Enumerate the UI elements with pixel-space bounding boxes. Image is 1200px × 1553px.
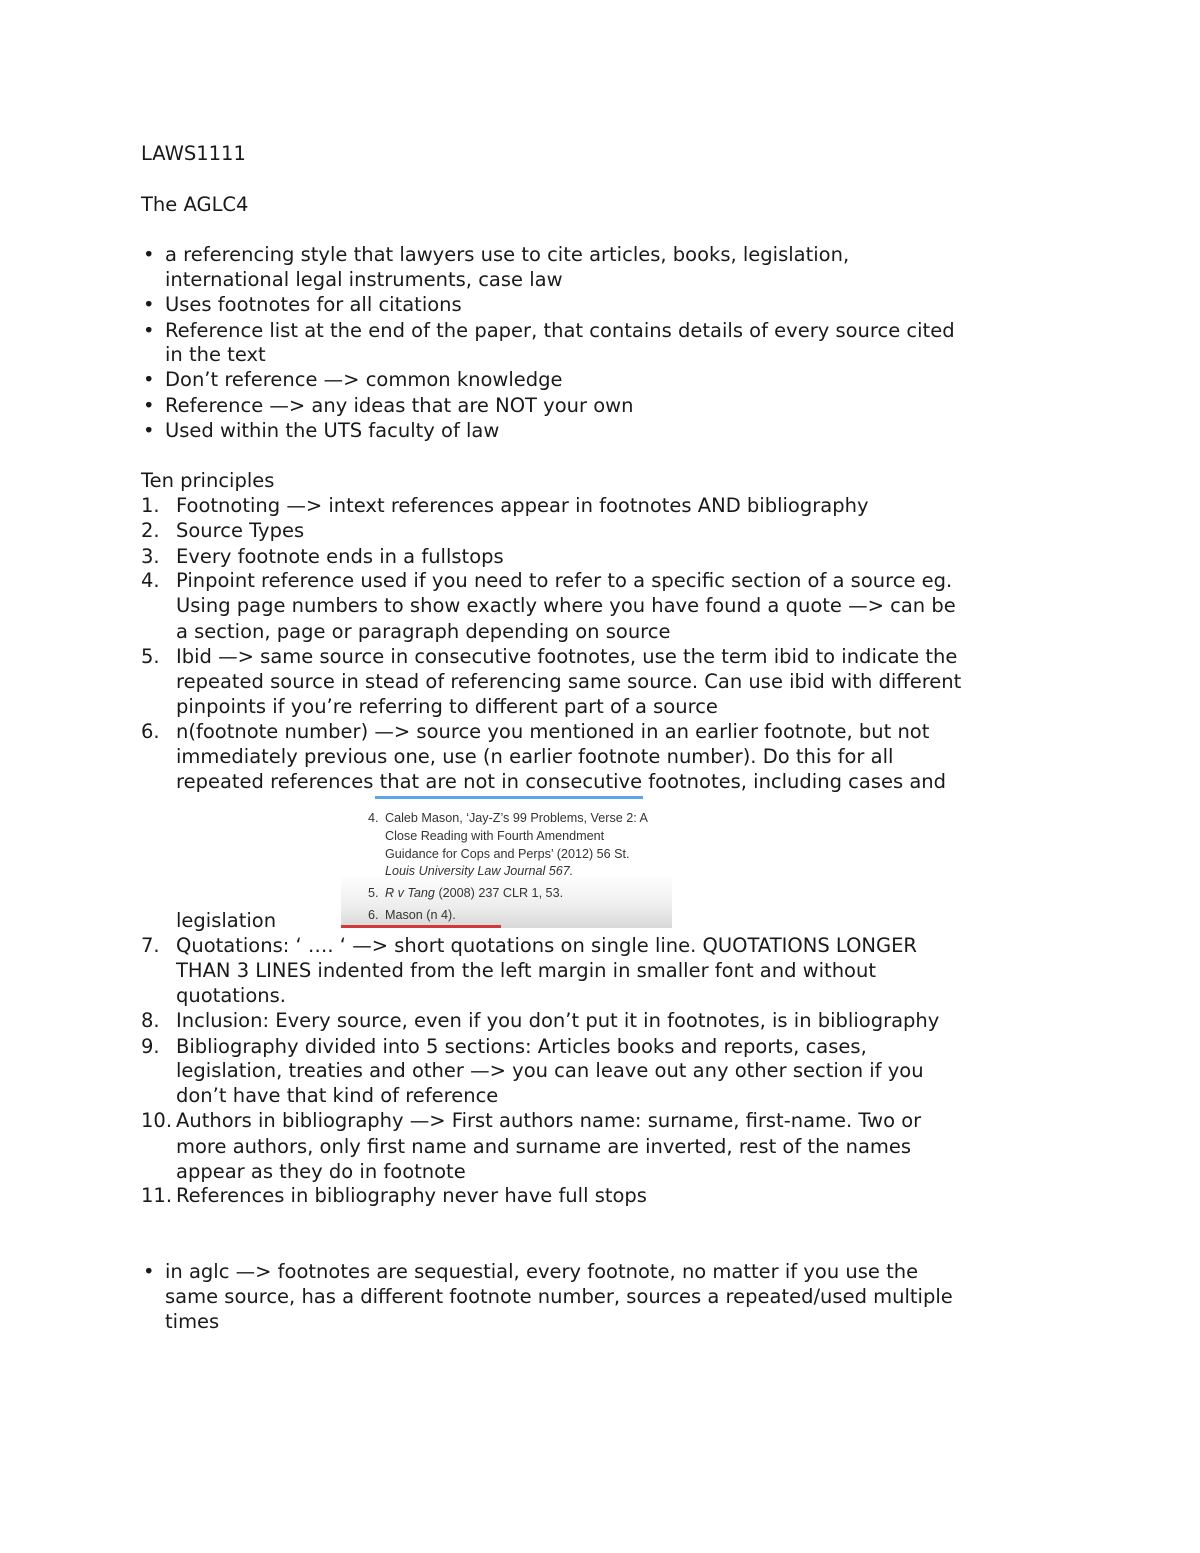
bullet-marker: • bbox=[143, 368, 155, 391]
footnote-number: 4. bbox=[368, 811, 379, 825]
bullet-line: in the text bbox=[165, 343, 266, 366]
red-highlight-line bbox=[341, 925, 501, 928]
bullet-marker: • bbox=[143, 293, 155, 316]
list-item-line: THAN 3 LINES indented from the left margin in smaller font and without bbox=[176, 959, 876, 982]
list-item-line: legislation, treaties and other —> you can leave out any other section if you bbox=[176, 1059, 924, 1082]
list-item-line: Footnoting —> intext references appear in footnotes AND bibliography bbox=[176, 494, 869, 517]
bullet-line: Reference list at the end of the paper, that contains details of every source cited bbox=[165, 319, 955, 342]
list-item-line: References in bibliography never have full stops bbox=[176, 1184, 647, 1207]
bullet-marker: • bbox=[143, 319, 155, 342]
list-item-line: pinpoints if you’re referring to different part of a source bbox=[176, 695, 718, 718]
bullet-line: international legal instruments, case law bbox=[165, 268, 563, 291]
list-item-line: Inclusion: Every source, even if you don’t put it in footnotes, is in bibliography bbox=[176, 1009, 940, 1032]
list-number: 6. bbox=[141, 720, 160, 743]
list-number: 5. bbox=[141, 645, 160, 668]
footnote-line: Mason (n 4). bbox=[385, 908, 456, 922]
list-item-line: immediately previous one, use (n earlier footnote number). Do this for all bbox=[176, 745, 894, 768]
bullet-line: same source, has a different footnote number, sources a repeated/used multiple bbox=[165, 1285, 953, 1308]
list-item-line: Ibid —> same source in consecutive footnotes, use the term ibid to indicate the bbox=[176, 645, 958, 668]
list-number: 3. bbox=[141, 545, 160, 568]
list-number: 2. bbox=[141, 519, 160, 542]
footnote-line: Caleb Mason, ‘Jay-Z’s 99 Problems, Verse 2: A bbox=[385, 811, 648, 825]
list-item-line: a section, page or paragraph depending on source bbox=[176, 620, 671, 643]
footnote-line: Louis University Law Journal 567. bbox=[385, 864, 574, 878]
list-item-line: legislation bbox=[176, 909, 277, 932]
list-item-line: Pinpoint reference used if you need to refer to a specific section of a source eg. bbox=[176, 569, 953, 592]
principles-heading: Ten principles bbox=[141, 469, 275, 492]
case-citation: (2008) 237 CLR 1, 53. bbox=[434, 886, 564, 900]
blue-highlight-line bbox=[375, 796, 643, 799]
bullet-marker: • bbox=[143, 419, 155, 442]
list-item-line: Quotations: ‘ …. ‘ —> short quotations on single line. QUOTATIONS LONGER bbox=[176, 934, 917, 957]
bullet-marker: • bbox=[143, 394, 155, 417]
bullet-line: Reference —> any ideas that are NOT your own bbox=[165, 394, 634, 417]
footnote-line: Close Reading with Fourth Amendment bbox=[385, 829, 605, 843]
bullet-line: a referencing style that lawyers use to cite articles, books, legislation, bbox=[165, 243, 850, 266]
list-item-line: Authors in bibliography —> First authors name: surname, first-name. Two or bbox=[176, 1109, 922, 1132]
list-number: 7. bbox=[141, 934, 160, 957]
list-number: 10. bbox=[141, 1109, 173, 1132]
bullet-line: times bbox=[165, 1310, 220, 1333]
list-item-line: Using page numbers to show exactly where you have found a quote —> can be bbox=[176, 594, 956, 617]
list-item-line: Source Types bbox=[176, 519, 305, 542]
bullet-line: Don’t reference —> common knowledge bbox=[165, 368, 563, 391]
list-item-line: don’t have that kind of reference bbox=[176, 1084, 499, 1107]
list-item-line: Bibliography divided into 5 sections: Articles books and reports, cases, bbox=[176, 1035, 867, 1058]
list-item-line: appear as they do in footnote bbox=[176, 1160, 466, 1183]
footnote-number: 6. bbox=[368, 908, 379, 922]
bullet-line: Uses footnotes for all citations bbox=[165, 293, 462, 316]
bullet-line: Used within the UTS faculty of law bbox=[165, 419, 500, 442]
list-number: 11. bbox=[141, 1184, 173, 1207]
list-item-line: Every footnote ends in a fullstops bbox=[176, 545, 504, 568]
footnote-number: 5. bbox=[368, 886, 379, 900]
bullet-marker: • bbox=[143, 243, 155, 266]
list-number: 4. bbox=[141, 569, 160, 592]
list-number: 9. bbox=[141, 1035, 160, 1058]
footnote-line bbox=[385, 885, 563, 903]
list-number: 8. bbox=[141, 1009, 160, 1032]
list-number: 1. bbox=[141, 494, 160, 517]
case-name: R v Tang bbox=[385, 886, 435, 900]
list-item-line: repeated references that are not in consecutive footnotes, including cases and bbox=[176, 770, 947, 793]
course-code: LAWS1111 bbox=[141, 142, 246, 165]
list-item-line: quotations. bbox=[176, 984, 286, 1007]
list-item-line: repeated source in stead of referencing same source. Can use ibid with different bbox=[176, 670, 962, 693]
bullet-marker: • bbox=[143, 1260, 155, 1283]
list-item-line: more authors, only first name and surname are inverted, rest of the names bbox=[176, 1135, 912, 1158]
bullet-line: in aglc —> footnotes are sequestial, every footnote, no matter if you use the bbox=[165, 1260, 919, 1283]
footnote-example-image bbox=[341, 796, 672, 928]
footnote-line: Guidance for Cops and Perps’ (2012) 56 St. bbox=[385, 847, 630, 861]
section-title: The AGLC4 bbox=[141, 193, 249, 216]
list-item-line: n(footnote number) —> source you mentioned in an earlier footnote, but not bbox=[176, 720, 930, 743]
